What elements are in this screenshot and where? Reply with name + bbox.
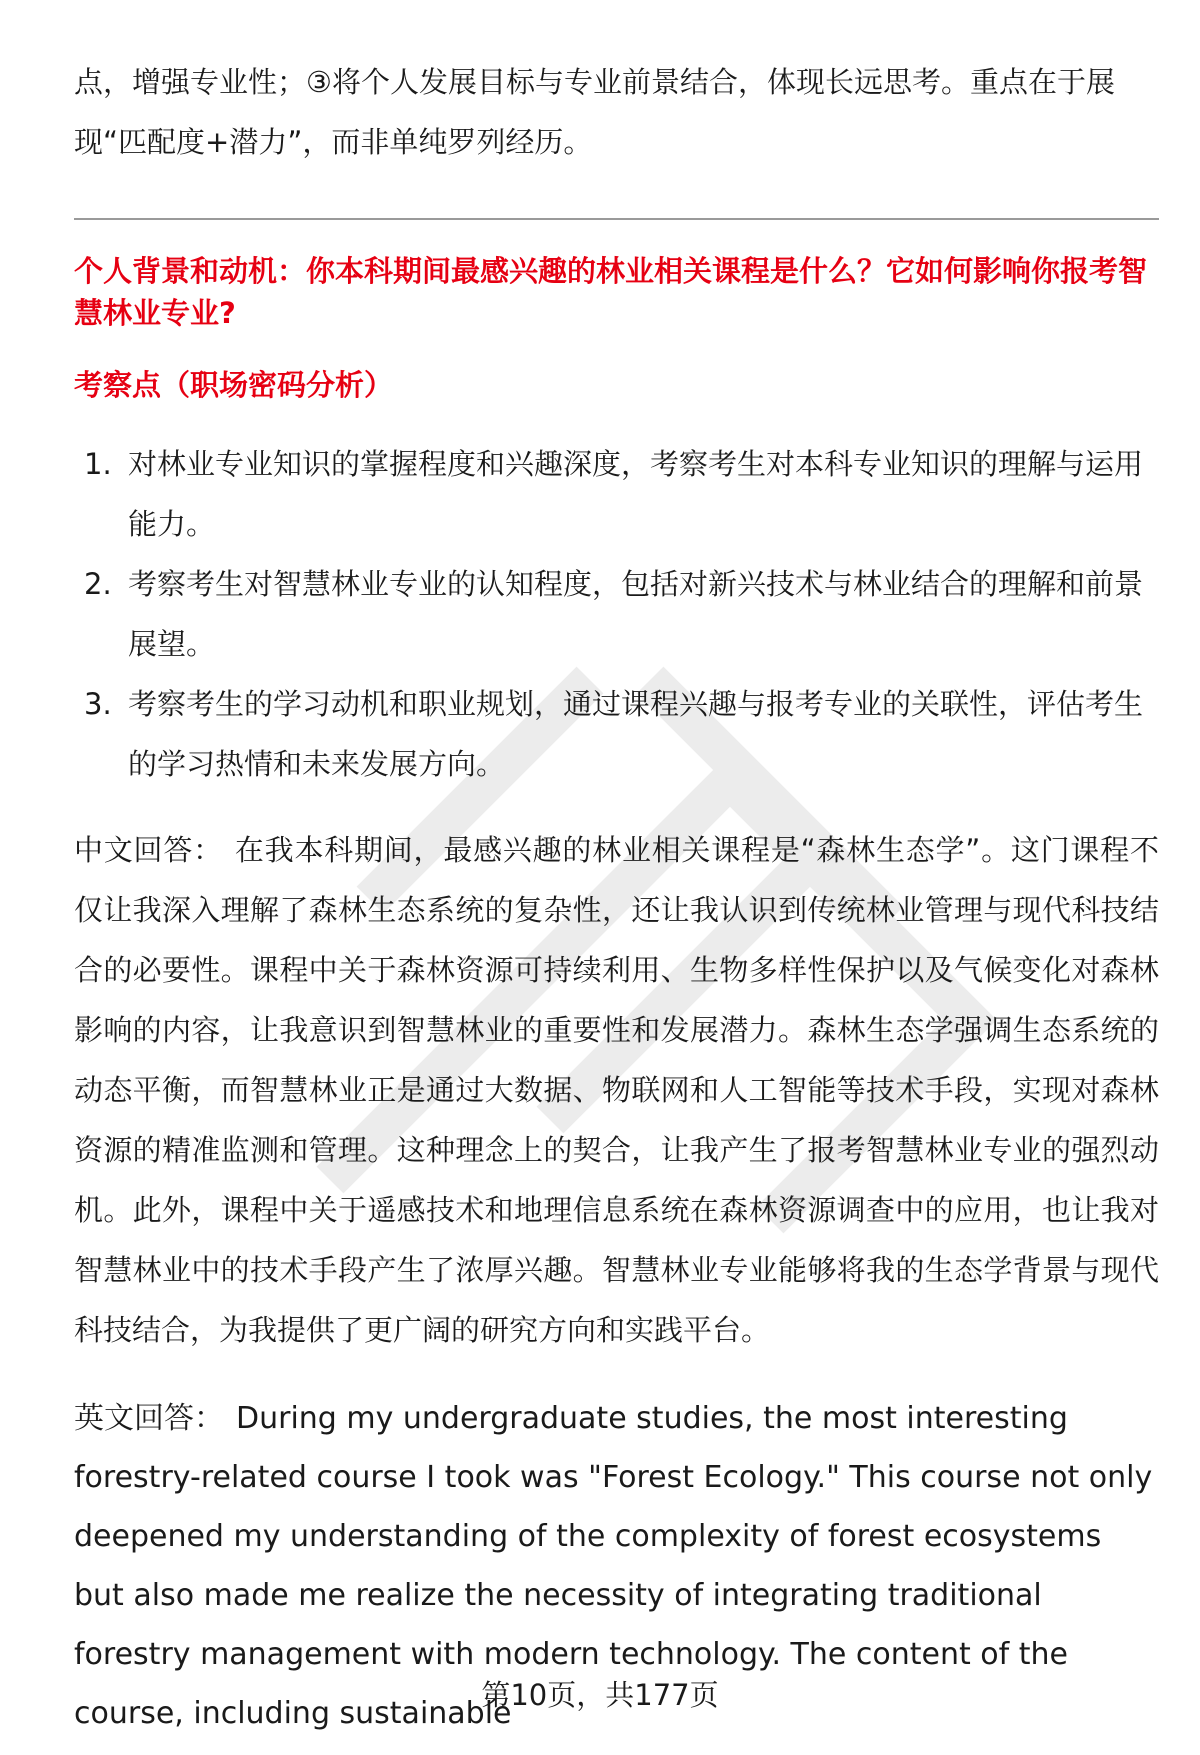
- section-divider: [74, 218, 1159, 220]
- chinese-answer-text: 在我本科期间，最感兴趣的林业相关课程是“森林生态学”。这门课程不仅让我深入理解了森林生态系统的复杂性，还让我认识到传统林业管理与现代科技结合的必要性。课程中关于森林资源可持续利用、生物多样性保护以及气候变化对森林影响的内容，让我意识到智慧林业的重要性和发展潜力。森林生态学强调生态系统的动态平衡，而智慧林业正是通过大数据、物联网和人工智能等技术手段，实现对森林资源的精准监测和管理。这种理念上的契合，让我产生了报考智慧林业专业的强烈动机。此外，课程中关于遥感技术和地理信息系统在森林资源调查中的应用，也让我对智慧林业中的技术手段产生了浓厚兴趣。智慧林业专业能够将我的生态学背景与现代科技结合，为我提供了更广阔的研究方向和实践平台。: [74, 833, 1159, 1347]
- exam-point-number: 2.: [84, 567, 112, 601]
- page-number-footer: 第10页，共177页: [481, 1678, 719, 1712]
- exam-point-item: [74, 674, 1159, 794]
- intro-line-2: 现“匹配度+潜力”，而非单纯罗列经历。: [74, 125, 593, 159]
- exam-point-number: 3.: [84, 687, 112, 721]
- english-answer-text: During my undergraduate studies, the most interesting forestry-related course I took was "Forest Ecology." This course not only deepened my understanding of the complexity of forest ecosystems but also made me realize the necessity of integrating traditional forestry management with modern technology. The content of the course, including sustainable: [74, 1401, 1153, 1731]
- question-heading: 个人背景和动机：你本科期间最感兴趣的林业相关课程是什么？它如何影响你报考智慧林业专业?: [74, 254, 1148, 330]
- exam-point-item: [74, 434, 1159, 554]
- exam-points-heading: 考察点（职场密码分析）: [74, 368, 394, 402]
- exam-point-text: 考察考生对智慧林业专业的认知程度，包括对新兴技术与林业结合的理解和前景展望。: [128, 567, 1144, 661]
- chinese-answer-label: 中文回答：: [74, 833, 223, 867]
- english-answer-label: 英文回答：: [74, 1401, 224, 1436]
- exam-point-item: [74, 554, 1159, 674]
- chinese-answer-paragraph: [74, 820, 1159, 1360]
- chinese-answer: [74, 820, 1159, 1360]
- intro-line-1: 点，增强专业性；③将个人发展目标与专业前景结合，体现长远思考。重点在于展: [74, 65, 1115, 99]
- exam-point-text: 考察考生的学习动机和职业规划，通过课程兴趣与报考专业的关联性，评估考生的学习热情和未来发展方向。: [128, 687, 1144, 781]
- exam-points-list: [74, 434, 1159, 794]
- exam-point-number: 1.: [84, 447, 112, 481]
- intro-paragraph: [74, 52, 1159, 172]
- exam-point-text: 对林业专业知识的掌握程度和兴趣深度，考察考生对本科专业知识的理解与运用能力。: [128, 447, 1144, 541]
